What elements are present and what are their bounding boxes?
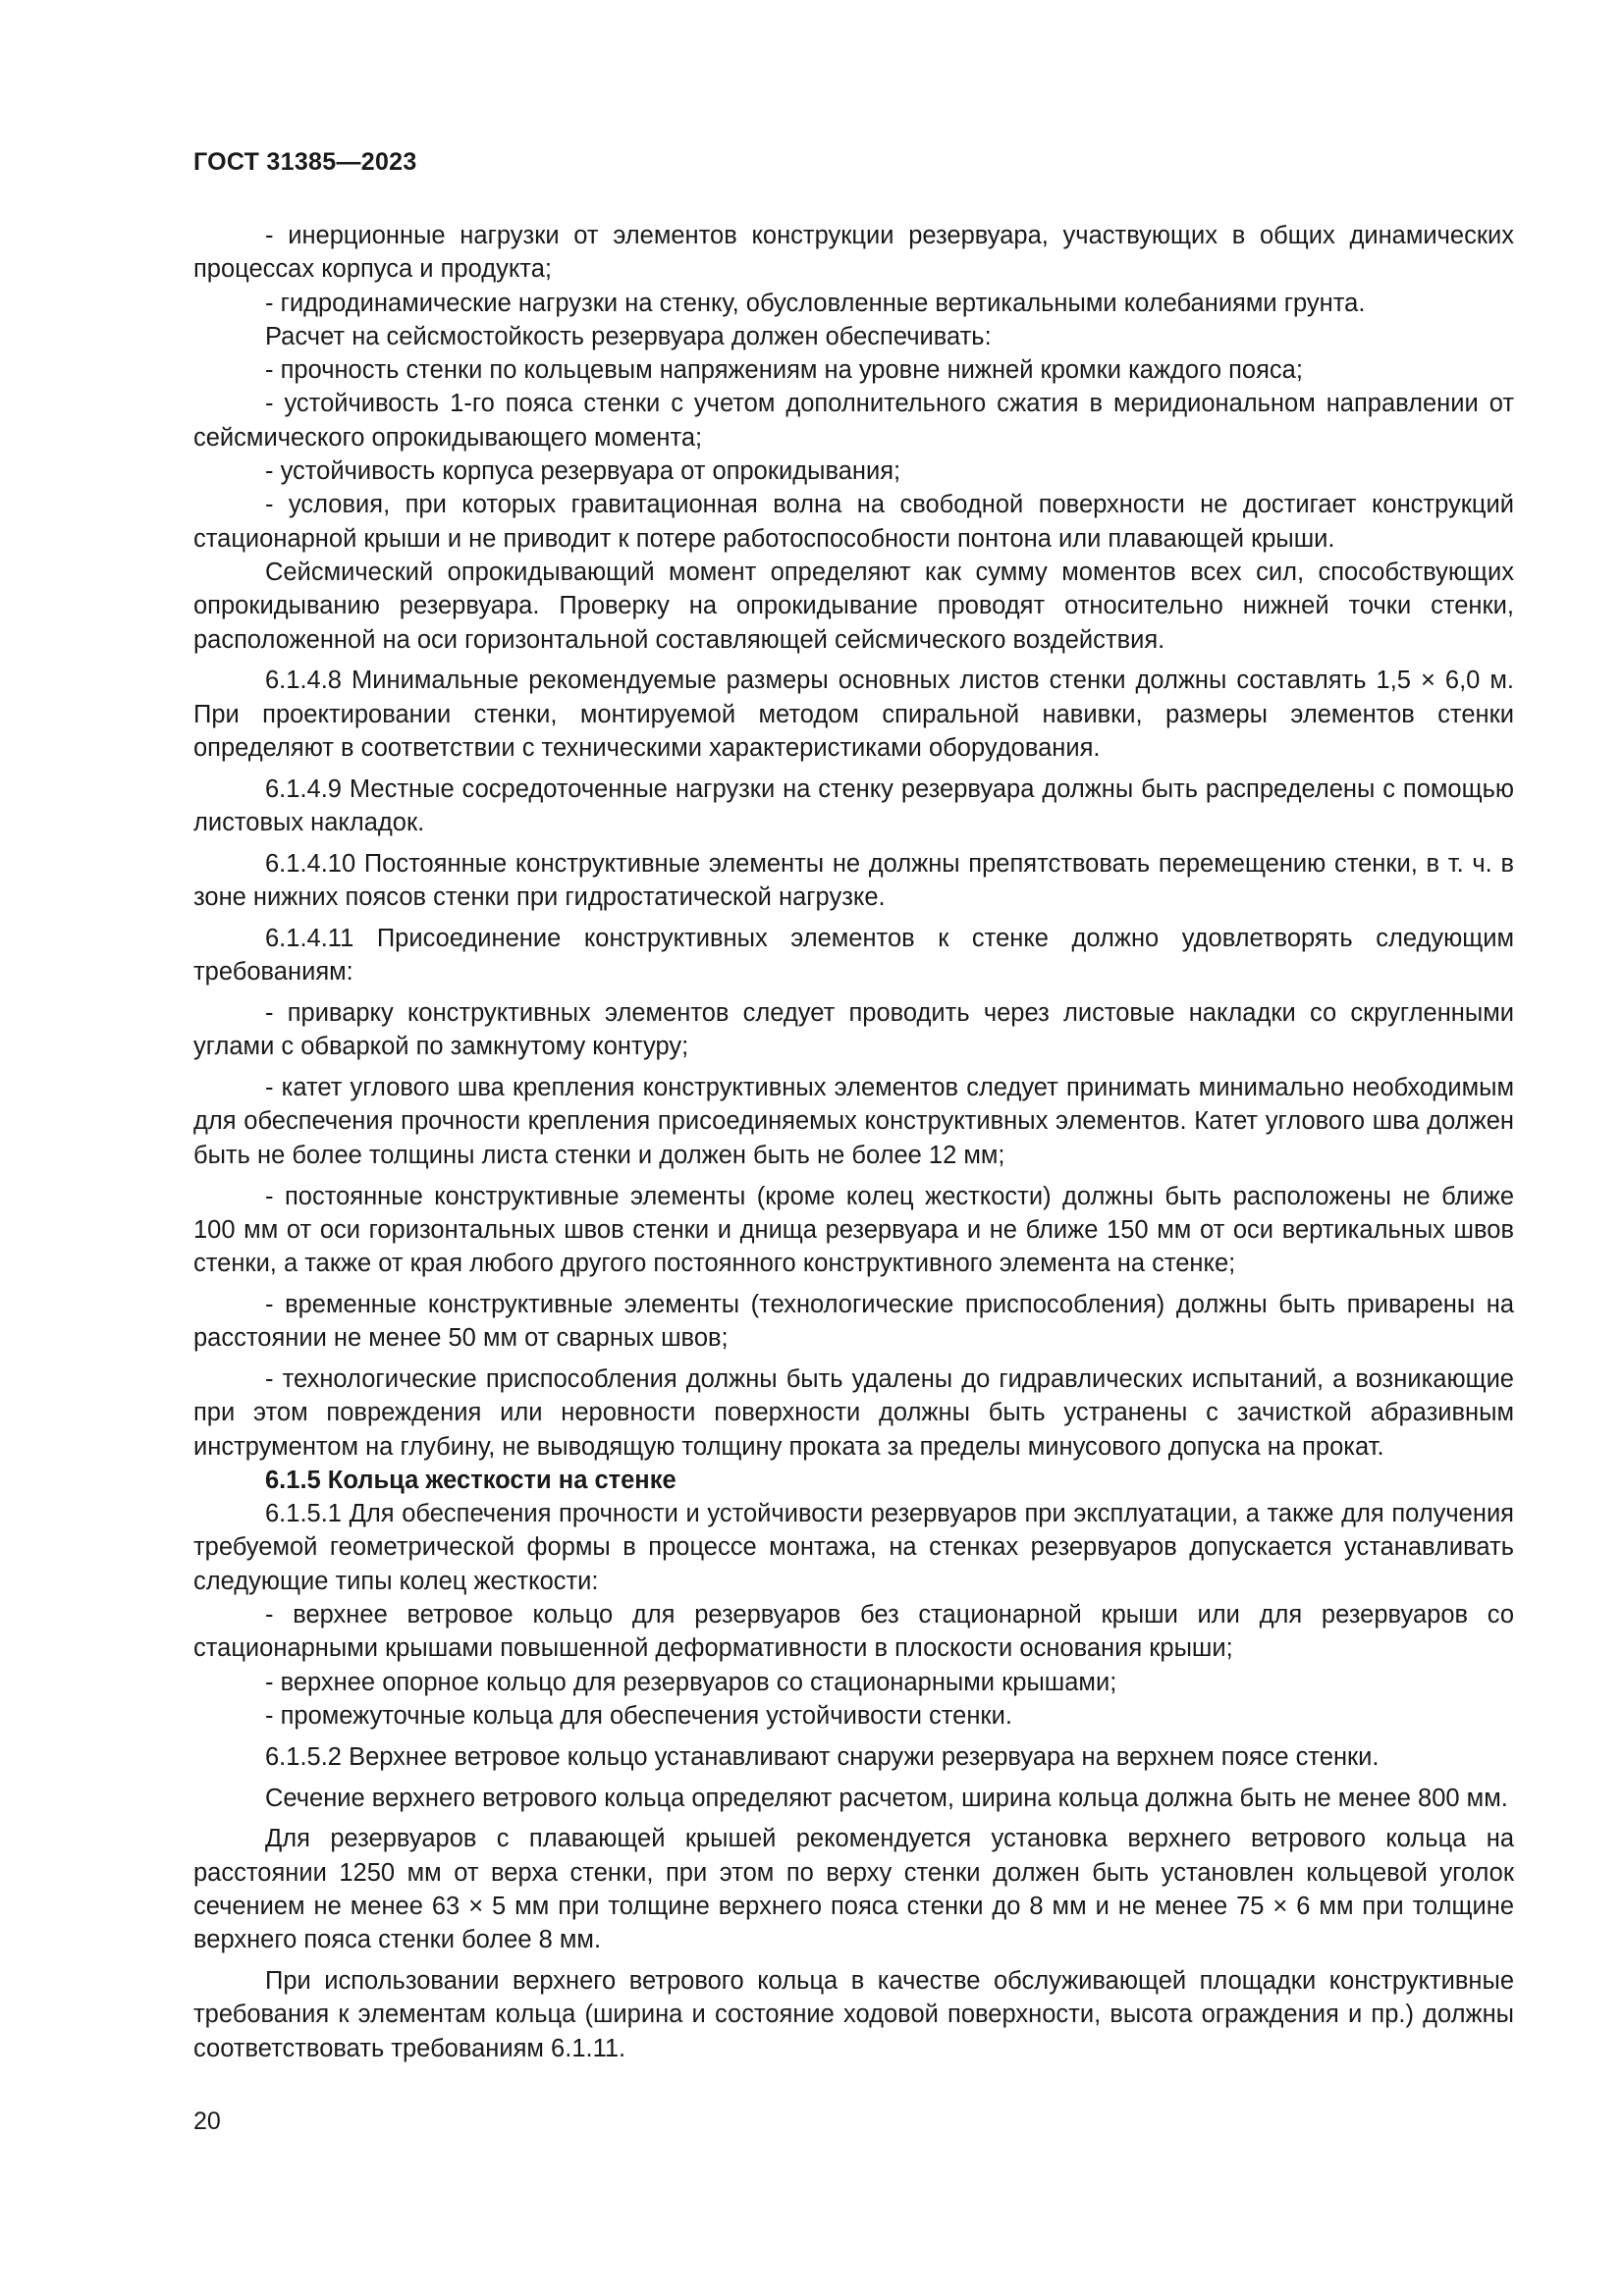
- clause-6-1-4-8: 6.1.4.8 Минимальные рекомендуемые размеры основных листов стенки должны составлять 1,5 × 6,0 м. При проектировании стенки, монтируемой методом спиральной навивки, размеры элементов стенки определяют в соответствии с техническими характеристиками оборудования.: [193, 667, 1514, 762]
- paragraph-service-platform: При использовании верхнего ветрового кольца в качестве обслуживающей площадки конструктивные требования к элементам кольца (ширина и состояние ходовой поверхности, высота ограждения и пр.) должны соответствовать требованиям 6.1.11.: [193, 1967, 1514, 2062]
- clause-6-1-4-10: 6.1.4.10 Постоянные конструктивные элементы не должны препятствовать перемещению стенки, в т. ч. в зоне нижних поясов стенки при гидростатической нагрузке.: [193, 849, 1514, 912]
- list-item-fillet-weld: - катет углового шва крепления конструктивных элементов следует принимать минимально необходимым для обеспечения прочности крепления присоединяемых конструктивных элементов. Катет углового шва должен быть не более толщины листа стенки и должен быть не более 12 мм;: [193, 1074, 1514, 1169]
- list-item-inertial-loads: - инерционные нагрузки от элементов конструкции резервуара, участвующих в общих динамических процессах корпуса и продукта;: [193, 222, 1514, 284]
- list-item-wall-strength: - прочность стенки по кольцевым напряжениям на уровне нижней кромки каждого пояса;: [265, 356, 1303, 385]
- paragraph-floating-roof-ring: Для резервуаров с плавающей крышей рекомендуется установка верхнего ветрового кольца на расстоянии 1250 мм от верха стенки, при этом по верху стенки должен быть установлен кольцевой уголок сечением не менее 63 × 5 мм при толщине верхнего пояса стенки до 8 мм и не менее 75 × 6 мм при толщине верхнего пояса стенки более 8 мм.: [193, 1825, 1514, 1954]
- paragraph-seismic-calc-intro: Расчет на сейсмостойкость резервуара должен обеспечивать:: [265, 322, 992, 350]
- document-body: [193, 219, 1514, 2065]
- paragraph-overturning-moment: Сейсмический опрокидывающий момент определяют как сумму моментов всех сил, способствующих опрокидыванию резервуара. Проверку на опрокидывание проводят относительно нижней точки стенки, расположенной на оси горизонтальной составляющей сейсмического воздействия.: [193, 558, 1514, 654]
- paragraph-ring-section: Сечение верхнего ветрового кольца определяют расчетом, ширина кольца должна быть не менее 800 мм.: [265, 1784, 1508, 1812]
- list-item-permanent-elements: - постоянные конструктивные элементы (кроме колец жесткости) должны быть расположены не ближе 100 мм от оси горизонтальных швов стенки и днища резервуара и не ближе 150 мм от оси вертикальных швов стенки, а также от края любого другого постоянного конструктивного элемента на стенке;: [193, 1182, 1514, 1278]
- clause-6-1-4-9: 6.1.4.9 Местные сосредоточенные нагрузки на стенку резервуара должны быть распределены с помощью листовых накладок.: [193, 774, 1514, 837]
- list-item-technological-fixtures: - технологические приспособления должны быть удалены до гидравлических испытаний, а возникающие при этом повреждения или неровности поверхности должны быть устранены с зачисткой абразивным инструментом на глубину, не выводящую толщину проката за пределы минусового допуска на прокат.: [193, 1365, 1514, 1461]
- list-item-welding-overlays: - приварку конструктивных элементов следует проводить через листовые накладки со скругленными углами с обваркой по замкнутому контуру;: [193, 999, 1514, 1061]
- document-header: ГОСТ 31385—2023: [193, 148, 417, 176]
- section-heading-6-1-5: 6.1.5 Кольца жесткости на стенке: [265, 1466, 677, 1494]
- list-item-temporary-elements: - временные конструктивные элементы (технологические приспособления) должны быть приварены на расстоянии не менее 50 мм от сварных швов;: [193, 1290, 1514, 1353]
- list-item-gravity-wave: - условия, при которых гравитационная волна на свободной поверхности не достигает конструкций стационарной крыши и не приводит к потере работоспособности понтона или плавающей крыши.: [193, 491, 1514, 553]
- clause-6-1-4-11: 6.1.4.11 Присоединение конструктивных элементов к стенке должно удовлетворять следующим требованиям:: [193, 924, 1514, 987]
- clause-6-1-5-2: 6.1.5.2 Верхнее ветровое кольцо устанавливают снаружи резервуара на верхнем поясе стенки.: [265, 1742, 1380, 1771]
- list-item-intermediate-rings: - промежуточные кольца для обеспечения устойчивости стенки.: [265, 1701, 1012, 1730]
- list-item-first-belt-stability: - устойчивость 1-го пояса стенки с учетом дополнительного сжатия в меридиональном направлении от сейсмического опрокидывающего момента;: [193, 390, 1514, 452]
- list-item-hydrodynamic-loads: - гидродинамические нагрузки на стенку, обусловленные вертикальными колебаниями грунта.: [265, 289, 1366, 317]
- page-number: 20: [193, 2108, 221, 2135]
- clause-6-1-5-1: 6.1.5.1 Для обеспечения прочности и устойчивости резервуаров при эксплуатации, а также для получения требуемой геометрической формы в процессе монтажа, на стенках резервуаров допускается устанавливать следующие типы колец жесткости:: [193, 1500, 1514, 1595]
- list-item-top-wind-ring: - верхнее ветровое кольцо для резервуаров без стационарной крыши или для резервуаров со стационарными крышами повышенной деформативности в плоскости основания крыши;: [193, 1601, 1514, 1663]
- list-item-overturning-stability: - устойчивость корпуса резервуара от опрокидывания;: [265, 457, 901, 486]
- list-item-top-support-ring: - верхнее опорное кольцо для резервуаров со стационарными крышами;: [265, 1668, 1117, 1696]
